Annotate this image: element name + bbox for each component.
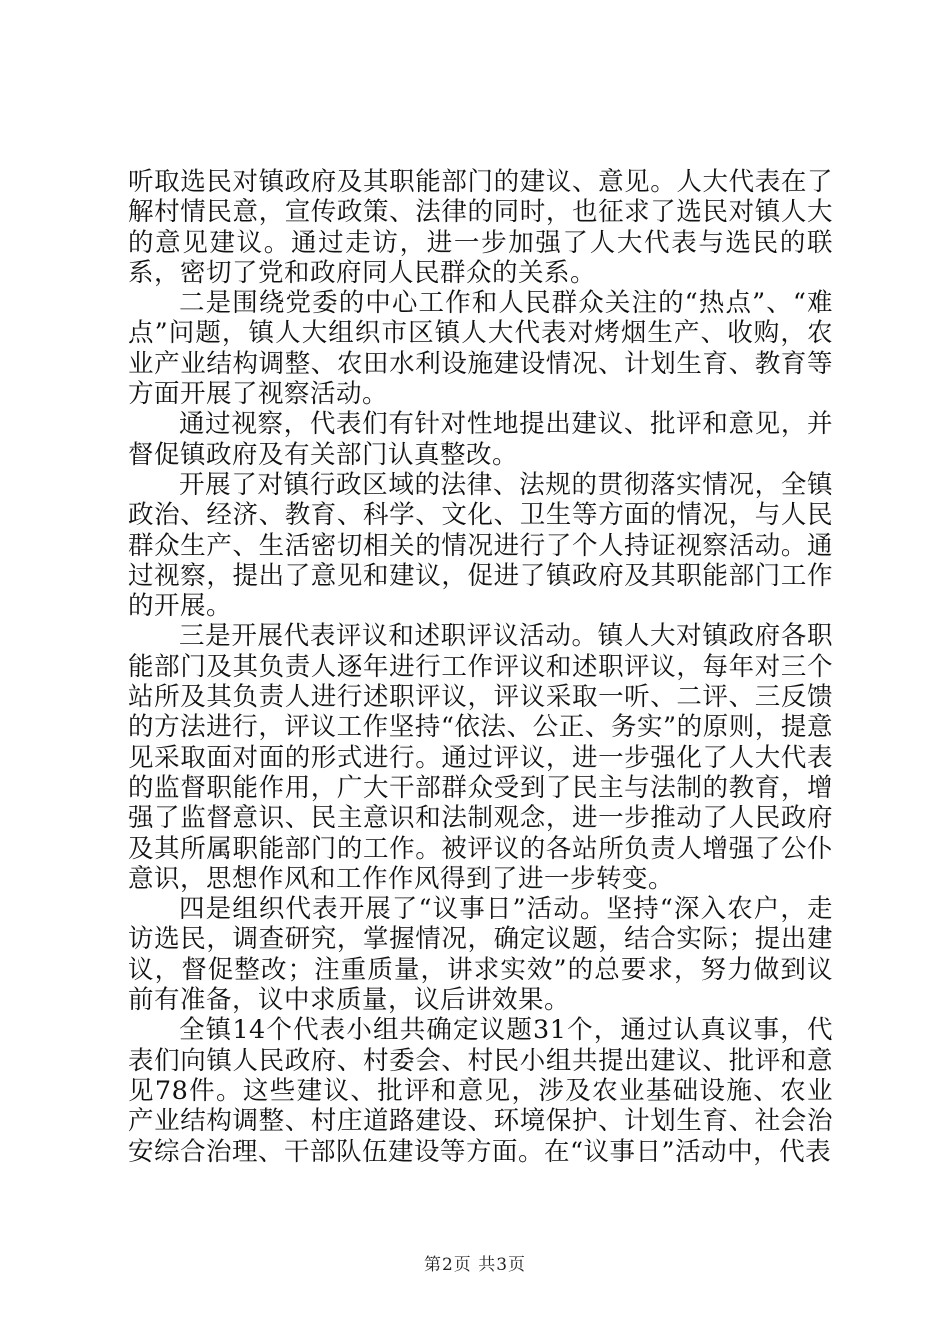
paragraph-6: 四是组织代表开展了“议事日”活动。坚持“深入农户，走访选民，调查研究，掌握情况，确定议题，结合实际；提出建议，督促整改；注重质量，讲求实效”的总要求，努力做到议前有准备，议中求质量，议后讲效果。	[128, 894, 833, 1016]
paragraph-2: 二是围绕党委的中心工作和人民群众关注的“热点”、“难点”问题，镇人大组织市区镇人大代表对烤烟生产、收购，农业产业结构调整、农田水利设施建设情况、计划生育、教育等方面开展了视察活动。	[128, 288, 833, 410]
paragraph-3: 通过视察，代表们有针对性地提出建议、批评和意见，并督促镇政府及有关部门认真整改。	[128, 409, 833, 470]
paragraph-5: 三是开展代表评议和述职评议活动。镇人大对镇政府各职能部门及其负责人逐年进行工作评议和述职评议，每年对三个站所及其负责人进行述职评议，评议采取一听、二评、三反馈的方法进行，评议工作坚持“依法、公正、务实”的原则，提意见采取面对面的形式进行。通过评议，进一步强化了人大代表的监督职能作用，广大干部群众受到了民主与法制的教育，增强了监督意识、民主意识和法制观念，进一步推动了人民政府及其所属职能部门的工作。被评议的各站所负责人增强了公仆意识，思想作风和工作作风得到了进一步转变。	[128, 621, 833, 894]
document-body	[128, 167, 833, 1167]
paragraph-7: 全镇14个代表小组共确定议题31个，通过认真议事，代表们向镇人民政府、村委会、村民小组共提出建议、批评和意见78件。这些建议、批评和意见，涉及农业基础设施、农业产业结构调整、村庄道路建设、环境保护、计划生育、社会治安综合治理、干部队伍建设等方面。在“议事日”活动中，代表	[128, 1015, 833, 1167]
page-footer: 第2页 共3页	[423, 1255, 527, 1275]
paragraph-1: 听取选民对镇政府及其职能部门的建议、意见。人大代表在了解村情民意，宣传政策、法律的同时，也征求了选民对镇人大的意见建议。通过走访，进一步加强了人大代表与选民的联系，密切了党和政府同人民群众的关系。	[128, 167, 833, 288]
paragraph-4: 开展了对镇行政区域的法律、法规的贯彻落实情况，全镇政治、经济、教育、科学、文化、卫生等方面的情况，与人民群众生产、生活密切相关的情况进行了个人持证视察活动。通过视察，提出了意见和建议，促进了镇政府及其职能部门工作的开展。	[128, 469, 833, 622]
